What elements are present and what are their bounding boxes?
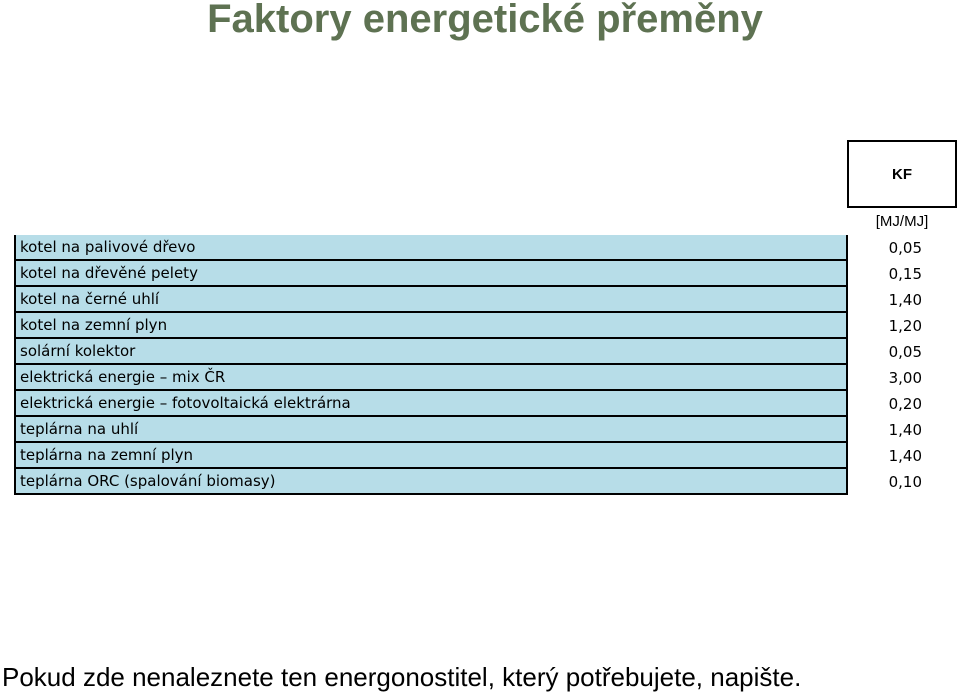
row-label: elektrická energie – mix ČR xyxy=(14,365,848,391)
row-value: 0,05 xyxy=(888,343,922,361)
row-label: kotel na palivové dřevo xyxy=(14,235,848,261)
row-label: teplárna na uhlí xyxy=(14,417,848,443)
table-row xyxy=(14,469,960,495)
kf-header-label: KF xyxy=(892,165,912,183)
table-row xyxy=(14,313,960,339)
units-label: [MJ/MJ] xyxy=(875,213,929,230)
table-row xyxy=(14,443,960,469)
table-row xyxy=(14,287,960,313)
row-value: 1,40 xyxy=(888,421,922,439)
row-label: elektrická energie – fotovoltaická elektrárna xyxy=(14,391,848,417)
row-value: 0,05 xyxy=(888,239,922,257)
table-row xyxy=(14,339,960,365)
footer-note: Pokud zde nenaleznete ten energonostitel, který potřebujete, napište. xyxy=(2,662,802,692)
row-value: 1,40 xyxy=(888,447,922,465)
row-label: solární kolektor xyxy=(14,339,848,365)
row-label: teplárna na zemní plyn xyxy=(14,443,848,469)
row-label: kotel na zemní plyn xyxy=(14,313,848,339)
table-row xyxy=(14,365,960,391)
table-row xyxy=(14,417,960,443)
row-value: 1,20 xyxy=(888,317,922,335)
factors-table xyxy=(14,235,960,495)
table-row xyxy=(14,235,960,261)
row-value: 3,00 xyxy=(888,369,922,387)
row-label: kotel na dřevěné pelety xyxy=(14,261,848,287)
kf-column-header xyxy=(847,140,957,208)
row-value: 0,20 xyxy=(888,395,922,413)
row-value: 1,40 xyxy=(888,291,922,309)
table-row xyxy=(14,261,960,287)
row-value: 0,10 xyxy=(888,473,922,491)
row-label: kotel na černé uhlí xyxy=(14,287,848,313)
row-value: 0,15 xyxy=(888,265,922,283)
page-title: Faktory energetické přeměny xyxy=(207,0,763,41)
table-row xyxy=(14,391,960,417)
row-label: teplárna ORC (spalování biomasy) xyxy=(14,469,848,495)
